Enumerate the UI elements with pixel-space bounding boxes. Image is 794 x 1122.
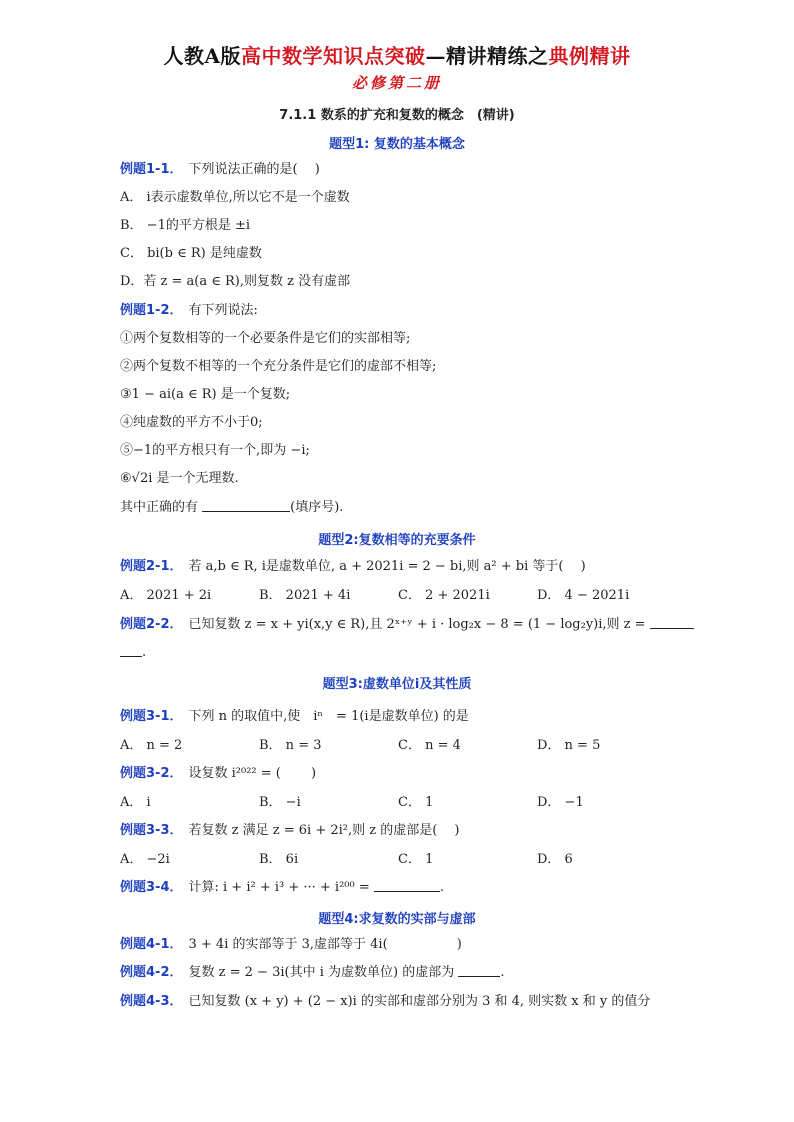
question-label: 例题4-2． xyxy=(120,965,183,980)
question-1-2-tail xyxy=(120,499,343,517)
option-d: D． n = 5 xyxy=(537,738,601,753)
option-a: A． n = 2 xyxy=(120,738,183,753)
section-heading-4: 题型4:求复数的实部与虚部 xyxy=(318,912,476,927)
option-d: D． −1 xyxy=(537,795,584,810)
question-stem: 有下列说法: xyxy=(188,303,258,318)
question-stem: 已知复数 z = x + yi(x,y ∈ R),且 2ˣ⁺ʸ + i · log₂x − 8 = (1 − log₂y)i,则 z = xyxy=(188,617,646,632)
question-label: 例题2-1． xyxy=(120,559,183,574)
question-4-3 xyxy=(120,993,650,1011)
question-label: 例题1-1． xyxy=(120,162,183,177)
title-part-b: 高中数学知识点突破 xyxy=(241,44,426,68)
option-b: B． 2021 + 4i xyxy=(259,588,351,603)
option-a: A． i表示虚数单位,所以它不是一个虚数 xyxy=(120,190,350,205)
question-stem: 下列 n 的取值中,使 iⁿ = 1(i是虚数单位) 的是 xyxy=(188,709,469,724)
question-3-2 xyxy=(120,765,316,783)
question-stem: 已知复数 (x + y) + (2 − x)i 的实部和虚部分别为 3 和 4, 则实数 x 和 y 的值分 xyxy=(188,994,651,1009)
question-2-1 xyxy=(120,558,586,576)
statement-1: ①两个复数相等的一个必要条件是它们的实部相等; xyxy=(120,331,411,346)
question-1-1 xyxy=(120,161,320,179)
option-a: A． i xyxy=(120,795,151,810)
question-4-1 xyxy=(120,936,462,954)
option-a: A． 2021 + 2i xyxy=(120,588,212,603)
question-4-2 xyxy=(120,964,504,982)
question-label: 例题4-3． xyxy=(120,994,183,1009)
question-stem: 设复数 i²⁰²² = ( ) xyxy=(188,766,317,781)
question-3-4 xyxy=(120,879,444,897)
option-d: D．若 z = a(a ∈ R),则复数 z 没有虚部 xyxy=(120,274,351,289)
answer-blank[interactable] xyxy=(650,616,694,629)
section-heading-2: 题型2:复数相等的充要条件 xyxy=(318,533,476,548)
answer-blank[interactable] xyxy=(374,879,440,892)
title-part-d: 典例精讲 xyxy=(548,44,631,68)
question-2-2 xyxy=(120,616,694,634)
option-c: C． 2 + 2021i xyxy=(398,588,490,603)
options-row xyxy=(120,794,584,812)
section-heading-1: 题型1: 复数的基本概念 xyxy=(329,137,465,152)
statement-4: ④纯虚数的平方不小于0; xyxy=(120,415,263,430)
question-label: 例题3-2． xyxy=(120,766,183,781)
document-title xyxy=(0,40,794,69)
statement-5: ⑤−1的平方根只有一个,即为 −i; xyxy=(120,443,310,458)
question-stem: 3 + 4i 的实部等于 3,虚部等于 4i( ) xyxy=(188,937,462,952)
document-subtitle: 必修第二册 xyxy=(351,74,442,92)
option-c: C． n = 4 xyxy=(398,738,461,753)
question-stem: 若复数 z 满足 z = 6i + 2i²,则 z 的虚部是( ) xyxy=(188,823,460,838)
question-2-2-cont xyxy=(120,644,146,662)
question-label: 例题2-2． xyxy=(120,617,183,632)
option-b: B． 6i xyxy=(259,852,299,867)
question-stem: 若 a,b ∈ R, i是虚数单位, a + 2021i = 2 − bi,则 a² + bi 等于( ) xyxy=(188,559,586,574)
option-c: C． 1 xyxy=(398,852,434,867)
options-row xyxy=(120,851,573,869)
option-d: D． 4 − 2021i xyxy=(537,588,630,603)
question-label: 例题4-1． xyxy=(120,937,183,952)
tail-text: 其中正确的有 xyxy=(120,500,199,515)
option-b: B． −1的平方根是 ±i xyxy=(120,218,251,233)
title-part-a: 人教A版 xyxy=(163,44,242,68)
question-3-3 xyxy=(120,822,460,840)
options-row xyxy=(120,737,600,755)
option-b: B． −i xyxy=(259,795,301,810)
section-heading-3: 题型3:虚数单位i及其性质 xyxy=(322,677,472,692)
tail-text: . xyxy=(142,645,147,660)
option-d: D． 6 xyxy=(537,852,573,867)
lesson-title: 7.1.1 数系的扩充和复数的概念 (精讲) xyxy=(279,108,515,123)
question-stem: 下列说法正确的是( ) xyxy=(188,162,320,177)
question-label: 例题3-1． xyxy=(120,709,183,724)
answer-blank-cont[interactable] xyxy=(120,644,142,657)
question-3-1 xyxy=(120,708,469,726)
title-part-c: —精讲精练之 xyxy=(425,44,549,68)
answer-blank[interactable] xyxy=(202,499,290,512)
option-c: C． bi(b ∈ R) 是纯虚数 xyxy=(120,246,262,261)
tail-text: . xyxy=(500,965,505,980)
question-stem: 计算: i + i² + i³ + ··· + i²⁰⁰ = xyxy=(188,880,370,895)
tail-text: . xyxy=(439,880,445,895)
options-row xyxy=(120,587,629,605)
option-b: B． n = 3 xyxy=(259,738,322,753)
option-a: A． −2i xyxy=(120,852,170,867)
option-c: C． 1 xyxy=(398,795,434,810)
answer-blank[interactable] xyxy=(458,964,500,977)
question-1-2 xyxy=(120,302,258,320)
statement-3: ③1 − ai(a ∈ R) 是一个复数; xyxy=(120,387,291,402)
question-label: 例题3-3． xyxy=(120,823,183,838)
question-label: 例题1-2． xyxy=(120,303,183,318)
statement-2: ②两个复数不相等的一个充分条件是它们的虚部不相等; xyxy=(120,359,437,374)
statement-6: ⑥√2i 是一个无理数. xyxy=(120,471,239,486)
question-stem: 复数 z = 2 − 3i(其中 i 为虚数单位) 的虚部为 xyxy=(188,965,455,980)
tail-text: (填序号). xyxy=(290,500,344,515)
question-label: 例题3-4． xyxy=(120,880,183,895)
